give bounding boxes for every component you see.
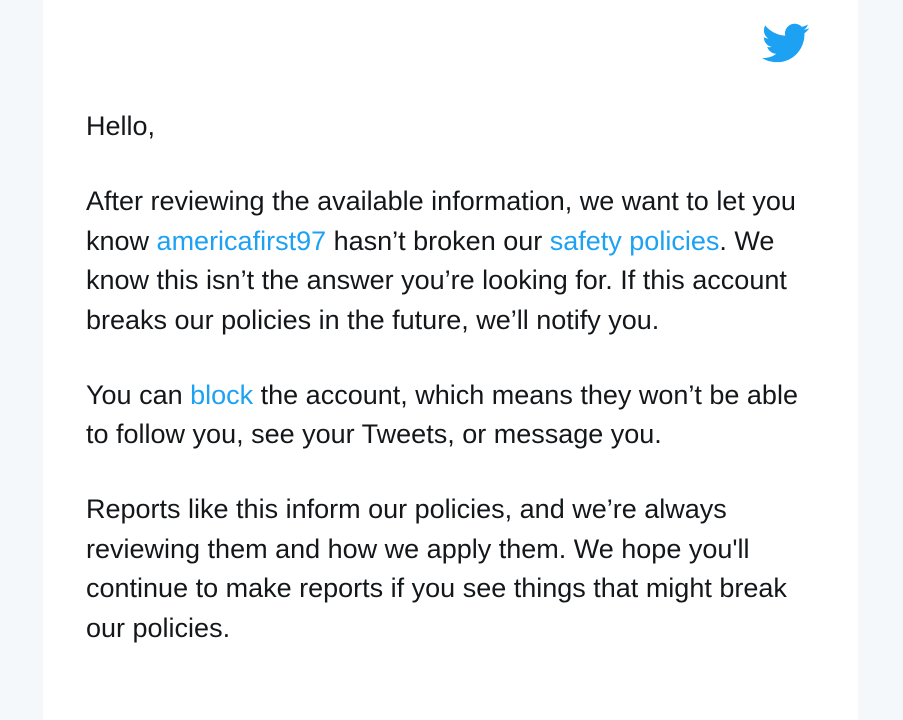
review-text-3: . We know this isn’t the answer you’re looking for. If this account breaks our policies in the future, we’ll notify you. [86, 225, 787, 335]
review-result-paragraph [86, 182, 816, 340]
email-body [86, 107, 816, 684]
email-card [43, 0, 858, 720]
username-link[interactable]: americafirst97 [156, 225, 327, 256]
block-text-2: the account, which means they won’t be able to follow you, see your Tweets, or message you. [86, 379, 798, 449]
block-text-1: You can [86, 379, 191, 410]
greeting: Hello, [86, 111, 156, 141]
reports-paragraph: Reports like this inform our policies, and we’re always reviewing them and how we apply them. We hope you'll continue to make reports if you see things that might break our policies. [86, 494, 787, 643]
review-text-2: hasn’t broken our [326, 225, 550, 256]
block-link[interactable]: block [190, 379, 254, 410]
block-info-paragraph [86, 376, 816, 455]
review-text-1: After reviewing the available information, we want to let you know [86, 186, 796, 256]
safety-policies-link[interactable]: safety policies [549, 225, 720, 256]
twitter-bird-icon [756, 18, 814, 68]
